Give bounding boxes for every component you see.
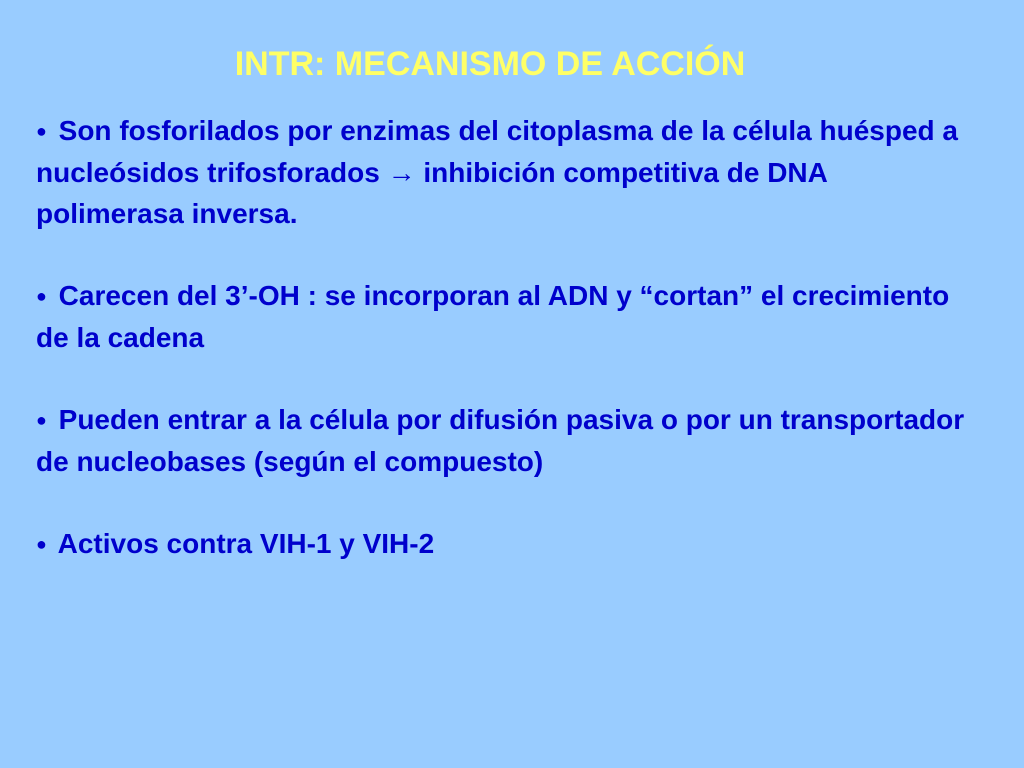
bullet-item: [36, 110, 976, 234]
slide-title: INTR: MECANISMO DE ACCIÓN: [234, 45, 746, 83]
bullet-icon: ●: [36, 534, 47, 554]
bullet-icon: ●: [36, 410, 47, 430]
bullet-text: Activos contra VIH-1 y VIH-2: [57, 528, 435, 559]
bullet-item: [36, 275, 976, 358]
bullet-text: Son fosforilados por enzimas del citoplasma de la célula huésped a nucleósidos trifosforados → inhibición competitiva de DNA polimerasa inversa.: [36, 115, 959, 229]
bullet-item: [36, 523, 976, 565]
bullet-text: Carecen del 3’-OH : se incorporan al ADN y “cortan” el crecimiento de la cadena: [36, 280, 950, 353]
bullet-item: [36, 399, 976, 482]
bullet-icon: ●: [36, 121, 47, 141]
bullet-icon: ●: [36, 286, 47, 306]
bullet-list: [36, 110, 976, 606]
bullet-text: Pueden entrar a la célula por difusión pasiva o por un transportador de nucleobases (según el compuesto): [36, 404, 965, 477]
